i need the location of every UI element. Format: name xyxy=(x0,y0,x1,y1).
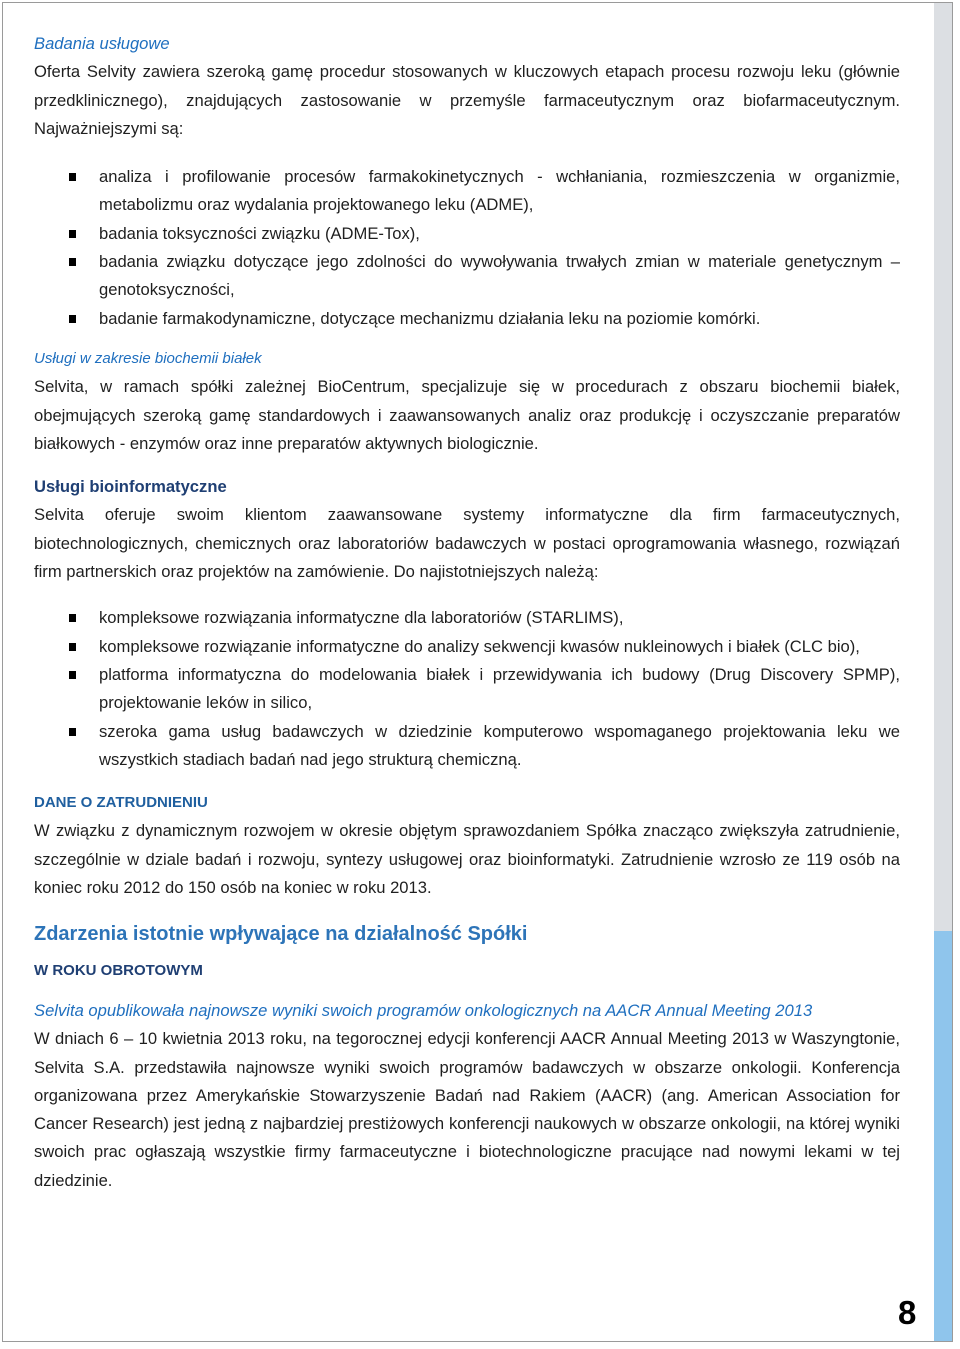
list-item: analiza i profilowanie procesów farmakokinetycznych - wchłaniania, rozmieszczenia w organizmie, metabolizmu oraz wydalania projektowanego leku (ADME), xyxy=(34,163,900,220)
side-bar-decoration xyxy=(934,3,952,931)
list-item: badania związku dotyczące jego zdolności do wywoływania trwałych zmian w materiale genetycznym – genotoksyczności, xyxy=(34,248,900,305)
side-bar-accent xyxy=(934,931,952,1341)
paragraph-zatrudnienie: W związku z dynamicznym rozwojem w okresie objętym sprawozdaniem Spółka znacząco zwiększyła zatrudnienie, szczególnie w dziale badań i rozwoju, syntezy usługowej oraz bioinformatyki. Zatrudnienie wzrosło ze 119 osób na koniec roku 2012 do 150 osób na koniec w roku 2013. xyxy=(34,821,900,898)
heading-zatrudnienie: DANE O ZATRUDNIENIU xyxy=(34,794,208,812)
list-item: szeroka gama usług badawczych w dziedzinie komputerowo wspomaganego projektowania leku we wszystkich stadiach badań nad jego strukturą chemiczną. xyxy=(34,718,900,775)
heading-badania-uslugowe: Badania usługowe xyxy=(34,34,170,53)
list-item: badania toksyczności związku (ADME-Tox), xyxy=(34,220,900,248)
list-item: kompleksowe rozwiązanie informatyczne do analizy sekwencji kwasów nukleinowych i białek (CLC bio), xyxy=(34,633,900,661)
article-title-aacr: Selvita opublikowała najnowsze wyniki swoich programów onkologicznych na AACR Annual Meeting 2013 xyxy=(34,1000,813,1020)
list-item: platforma informatyczna do modelowania białek i przewidywania ich budowy (Drug Discovery SPMP), projektowanie leków in silico, xyxy=(34,661,900,718)
heading-biochemia: Usługi w zakresie biochemii białek xyxy=(34,349,262,367)
paragraph-biochemia: Selvita, w ramach spółki zależnej BioCentrum, specjalizuje się w procedurach z obszaru biochemii białek, obejmujących szeroką gamę standardowych i zaawansowanych analiz oraz produkcję i oczyszczanie preparatów białkowych - enzymów oraz inne preparatów aktywnych biologicznie. xyxy=(34,377,900,453)
document-body xyxy=(34,30,900,1195)
paragraph-aacr: W dniach 6 – 10 kwietnia 2013 roku, na tegorocznej edycji konferencji AACR Annual Meeting 2013 w Waszyngtonie, Selvita S.A. przedstawiła najnowsze wyniki swoich programów badawczych w obszarze onkologii. Konferencja organizowana przez Amerykańskie Stowarzyszenie Badań nad Rakiem (AACR) (ang. American Association for Cancer Research) jest jedną z najbardziej prestiżowych konferencji naukowych w obszarze onkologii, na której wyniki swoich prac ogłaszają wszystkie firmy farmaceutyczne i biotechnologiczne pracujące nad nowymi lekami w tej dziedzinie. xyxy=(34,1029,900,1190)
heading-bioinformatyka: Usługi bioinformatyczne xyxy=(34,477,227,497)
heading-zdarzenia: Zdarzenia istotnie wpływające na działalność Spółki xyxy=(34,923,528,946)
list-bioinformatyka xyxy=(34,604,900,774)
subheading-w-roku-obrotowym: W ROKU OBROTOWYM xyxy=(34,961,203,979)
page-number: 8 xyxy=(898,1294,917,1331)
list-badania xyxy=(34,163,900,333)
list-item: kompleksowe rozwiązania informatyczne dla laboratoriów (STARLIMS), xyxy=(34,604,900,632)
list-item: badanie farmakodynamiczne, dotyczące mechanizmu działania leku na poziomie komórki. xyxy=(34,305,900,333)
paragraph-bioinformatyka-intro: Selvita oferuje swoim klientom zaawansowane systemy informatyczne dla firm farmaceutycznych, biotechnologicznych, chemicznych oraz laboratoriów badawczych w postaci oprogramowania własnego, rozwiązań firm partnerskich oraz projektów na zamówienie. Do najistotniejszych należą: xyxy=(34,505,900,582)
paragraph-badania-intro: Oferta Selvity zawiera szeroką gamę procedur stosowanych w kluczowych etapach procesu rozwoju leku (głównie przedklinicznego), znajdujących zastosowanie w przemyśle farmaceutycznym oraz biofarmaceutycznym. Najważniejszymi są: xyxy=(34,62,900,138)
